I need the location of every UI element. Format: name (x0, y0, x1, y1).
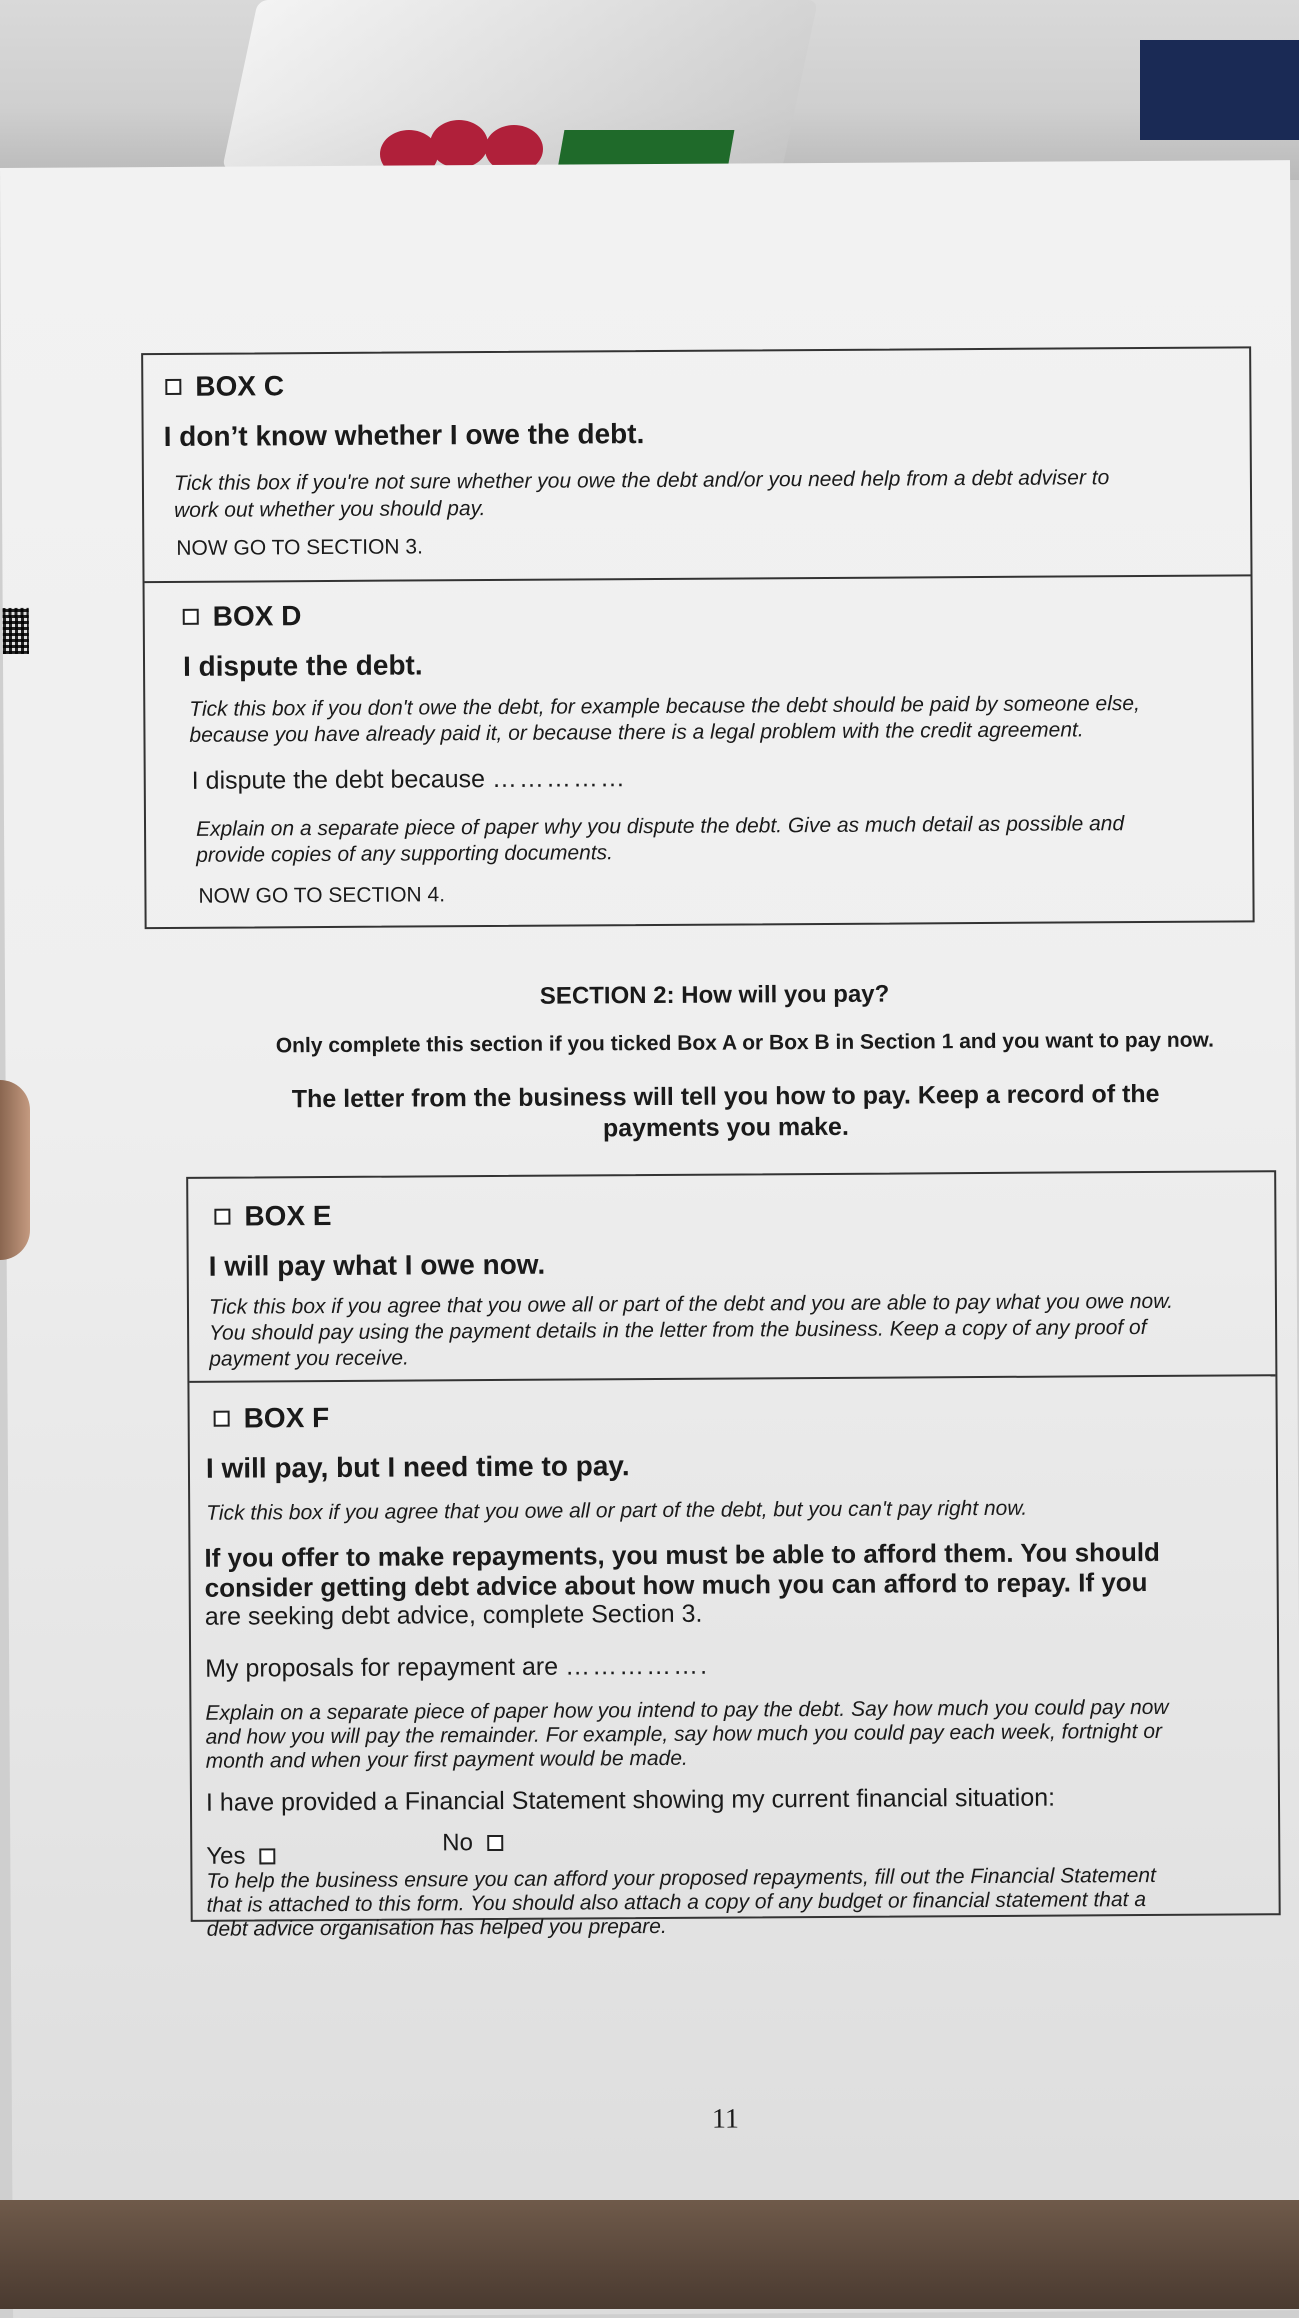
box-divider (189, 1374, 1275, 1383)
section-2-note-line-2: payments you make. (602, 1112, 849, 1143)
section-2-title: SECTION 2: How will you pay? (539, 980, 890, 1010)
no-option[interactable] (442, 1829, 503, 1857)
blue-object (1140, 40, 1299, 140)
yes-option[interactable] (206, 1842, 275, 1870)
box-c-instruction-2: work out whether you should pay. (174, 497, 486, 522)
box-f-help-1: To help the business ensure you can afford your proposed repayments, fill out the Financial Statement (206, 1863, 1156, 1893)
section-2-note (226, 1079, 1226, 1147)
box-f-help-3: debt advice organisation has helped you prepare. (206, 1914, 667, 1941)
box-d-heading: I dispute the debt. (182, 649, 423, 682)
no-checkbox[interactable] (487, 1835, 503, 1851)
box-e-f-panel (186, 1170, 1281, 1941)
box-f-label: BOX F (243, 1402, 330, 1434)
box-e-instruction-2: You should pay using the payment details in the letter from the business. Keep a copy of any proof of (209, 1316, 1147, 1345)
box-f-help-2: that is attached to this form. You should also attach a copy of any budget or financial statement that a (206, 1888, 1147, 1917)
box-c-checkbox[interactable] (165, 379, 181, 395)
box-d-instruction-1: Tick this box if you don't owe the debt, for example because the debt should be paid by someone else, (189, 692, 1140, 721)
box-e-instruction-1: Tick this box if you agree that you owe all or part of the debt and you are able to pay what you owe now. (208, 1289, 1174, 1319)
box-e-label: BOX E (244, 1199, 332, 1232)
page-number: 11 (711, 2103, 739, 2135)
box-f-heading: I will pay, but I need time to pay. (205, 1450, 630, 1484)
form-page (0, 160, 1299, 2318)
box-d-header (183, 600, 302, 633)
box-divider (145, 574, 1251, 583)
background-bottom (0, 2200, 1299, 2309)
box-e-instruction-3: payment you receive. (209, 1346, 409, 1371)
box-f-warning-2: consider getting debt advice about how much you can afford to repay. If you (204, 1567, 1148, 1603)
yes-checkbox[interactable] (259, 1848, 275, 1864)
section-2-subtitle: Only complete this section if you ticked Box A or Box B in Section 1 and you want to pay now. (275, 1028, 1214, 1058)
box-d-explain-1: Explain on a separate piece of paper why you dispute the debt. Give as much detail as possible and (195, 812, 1125, 841)
box-d-instruction-2: because you have already paid it, or because there is a legal problem with the credit agreement. (189, 718, 1084, 747)
box-d-dispute-prompt (192, 764, 627, 796)
box-d-checkbox[interactable] (183, 609, 199, 625)
section-2-note-line-1: The letter from the business will tell you how to pay. Keep a record of the (291, 1079, 1160, 1114)
box-f-instruction: Tick this box if you agree that you owe all or part of the debt, but you can't pay right now. (206, 1496, 1028, 1525)
box-e-checkbox[interactable] (214, 1209, 230, 1225)
proposal-prompt-text: My proposals for repayment are (205, 1652, 559, 1683)
box-c-header (165, 370, 284, 403)
dispute-reason-blank[interactable]: …………… (491, 764, 628, 794)
box-f-warning-1: If you offer to make repayments, you must be able to afford them. You should (204, 1536, 1160, 1573)
box-c-d-panel (141, 346, 1254, 929)
box-f-statement-prompt: I have provided a Financial Statement showing my current financial situation: (205, 1783, 1056, 1817)
box-f-explain-3: month and when your first payment would be made. (205, 1746, 688, 1773)
box-f-checkbox[interactable] (214, 1411, 230, 1427)
yes-label: Yes (206, 1842, 246, 1870)
box-c-next-step: NOW GO TO SECTION 3. (176, 535, 423, 560)
qr-code (3, 608, 29, 654)
box-f-proposal-prompt (205, 1652, 709, 1684)
box-e-heading: I will pay what I owe now. (208, 1248, 546, 1282)
box-f-explain-1: Explain on a separate piece of paper how you intend to pay the debt. Say how much you could pay now (205, 1695, 1169, 1725)
dispute-prompt-text: I dispute the debt because (191, 765, 486, 795)
box-d-explain-2: provide copies of any supporting documents. (196, 841, 614, 867)
box-c-label: BOX C (195, 370, 285, 402)
box-d-next-step: NOW GO TO SECTION 4. (198, 883, 446, 908)
finger (0, 1080, 30, 1260)
box-e-header (214, 1200, 331, 1233)
box-c-heading: I don’t know whether I owe the debt. (163, 418, 645, 453)
proposal-blank[interactable]: ……………. (564, 1651, 710, 1681)
box-d-label: BOX D (212, 600, 302, 632)
box-f-header (214, 1402, 330, 1435)
no-label: No (442, 1829, 474, 1857)
box-f-warning-3: are seeking debt advice, complete Section 3. (204, 1599, 703, 1631)
box-f-explain-2: and how you will pay the remainder. For example, say how much you could pay each week, fortnight or (205, 1719, 1163, 1749)
box-c-instruction-1: Tick this box if you're not sure whether you owe the debt and/or you need help from a debt adviser to (173, 466, 1110, 495)
